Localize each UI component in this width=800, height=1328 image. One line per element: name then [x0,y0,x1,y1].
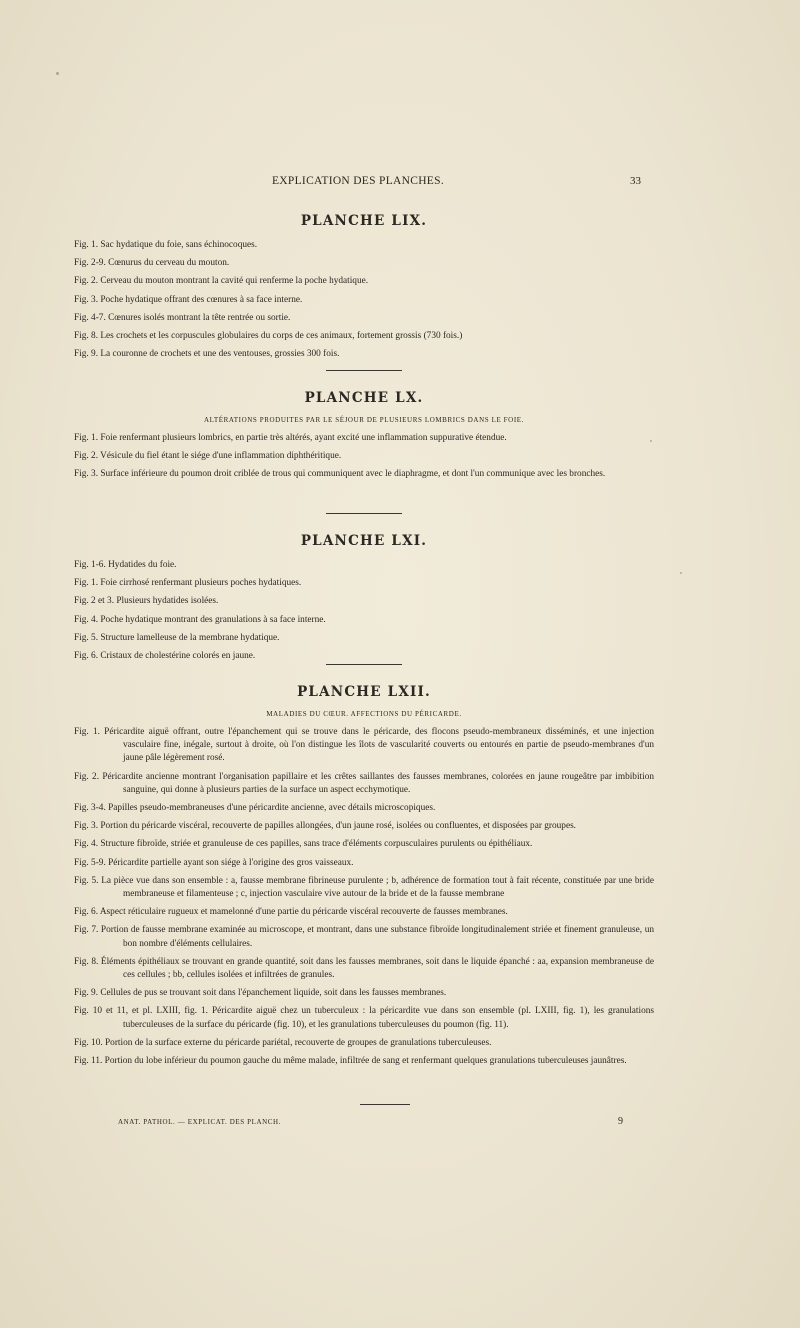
figure-caption: Fig. 4. Poche hydatique montrant des granulations à sa face interne. [74,614,326,625]
plate-lix [74,213,654,366]
figure-caption: Fig. 5. La pièce vue dans son ensemble : a, fausse membrane fibrineuse purulente ; b, adhérence de formation tout à fait récente, constituée par une bride membraneuse et filamenteuse ; c, injection vasculaire vive autour de la bride et de la fausse membrane [74,875,654,900]
figure-caption: Fig. 6. Cristaux de cholestérine colorés en jaune. [74,651,256,662]
plate-subtitle: MALADIES DU CŒUR. AFFECTIONS DU PÉRICARDE. [266,710,462,718]
running-header: EXPLICATION DES PLANCHES. [271,175,445,187]
plate-title: PLANCHE LIX. [300,213,428,229]
figure-caption: Fig. 1. Foie renfermant plusieurs lombrics, en partie très altérés, ayant excité une inflammation suppurative étendue. [74,433,507,443]
page-number: 33 [630,175,641,187]
section-divider [326,664,402,665]
figure-caption: Fig. 1-6. Hydatides du foie. [74,560,177,570]
figure-caption: Fig. 10. Portion de la surface externe du péricarde pariétal, recouverte de groupes de granulations tuberculeuses. [74,1037,492,1048]
figure-list [74,559,654,663]
figure-caption: Fig. 1. Sac hydatique du foie, sans échinocoques. [74,240,258,250]
figure-list [74,726,654,1068]
figure-caption: Fig. 3. Portion du péricarde viscéral, recouverte de papilles allongées, d'un jaune rosé, isolées ou confluentes, et disposées par groupes. [74,821,577,832]
end-divider [360,1104,410,1105]
footer-signature: ANAT. PATHOL. — EXPLICAT. DES PLANCH. [118,1118,282,1126]
plate-title: PLANCHE LX. [304,390,424,406]
figure-caption: Fig. 3. Poche hydatique offrant des cœnures à sa face interne. [74,294,303,305]
figure-caption: Fig. 9. Cellules de pus se trouvant soit dans l'épanchement liquide, soit dans les fausses membranes. [74,988,447,999]
figure-caption: Fig. 1. Foie cirrhosé renfermant plusieurs poches hydatiques. [74,578,302,589]
figure-caption: Fig. 8. Les crochets et les corpuscules globulaires du corps de ces animaux, fortement grossis (730 fois.) [74,331,463,342]
figure-caption: Fig. 11. Portion du lobe inférieur du poumon gauche du même malade, infiltrée de sang et renfermant quelques granulations tuberculeuses jaunâtres. [74,1056,627,1067]
plate-lxii [74,684,654,1073]
plate-lx [74,390,654,487]
figure-caption: Fig. 5. Structure lamelleuse de la membrane hydatique. [74,632,280,643]
plate-lxi [74,533,654,668]
figure-caption: Fig. 9. La couronne de crochets et une des ventouses, grossies 300 fois. [74,349,340,360]
figure-list [74,432,654,482]
figure-caption: Fig. 3-4. Papilles pseudo-membraneuses d'une péricardite ancienne, avec détails microscopiques. [74,803,436,814]
plate-title: PLANCHE LXI. [300,533,428,549]
figure-caption: Fig. 3. Surface inférieure du poumon droit criblée de trous qui communiquent avec le diaphragme, et dont l'un communique avec les bronches. [74,469,606,480]
plate-title: PLANCHE LXII. [297,684,431,700]
figure-caption: Fig. 6. Aspect réticulaire rugueux et mamelonné d'une partie du péricarde viscéral recouverte de fausses membranes. [74,907,508,918]
figure-caption: Fig. 4-7. Cœnures isolés montrant la tête rentrée ou sortie. [74,312,291,323]
section-divider [326,513,402,514]
figure-caption: Fig. 1. Péricardite aiguë offrant, outre l'épanchement qui se trouve dans le péricarde, des flocons pseudo-membraneux disséminés, et une injection vasculaire fine, inégale, surtout à droite, où l'on distingue les îlots de vascularité couverts ou entourés en partie de pseudo-membranes d'un jaune pâle légèrement rosé. [74,727,654,764]
figure-caption: Fig. 10 et 11, et pl. LXIII, fig. 1. Péricardite aiguë chez un tuberculeux : la péricardite vue dans son ensemble (pl. LXIII, fig. 1), les granulations tuberculeuses de la surface du péricarde (fig. 10), et les granulations tuberculeuses du poumon (fig. 11). [74,1006,654,1030]
paper-speck [680,572,682,574]
figure-list [74,239,654,361]
figure-caption: Fig. 2. Vésicule du fiel étant le siége d'une inflammation diphthéritique. [74,451,342,462]
figure-caption: Fig. 5-9. Péricardite partielle ayant son siége à l'origine des gros vaisseaux. [74,857,354,868]
paper-speck [56,72,59,75]
figure-caption: Fig. 7. Portion de fausse membrane examinée au microscope, et montrant, dans une substance fibroïde longitudinalement striée et finement granuleuse, un bon nombre d'éléments cellulaires. [74,925,654,949]
figure-caption: Fig. 2 et 3. Plusieurs hydatides isolées. [74,596,219,607]
section-divider [326,370,402,371]
figure-caption: Fig. 2. Péricardite ancienne montrant l'organisation papillaire et les crêtes saillantes des fausses membranes, colorées en jaune rougeâtre par imbibition sanguine, qui donne à plusieurs parties de la surface un aspect ecchymotique. [74,771,654,795]
figure-caption: Fig. 2. Cerveau du mouton montrant la cavité qui renferme la poche hydatique. [74,276,369,287]
plate-subtitle: ALTÉRATIONS PRODUITES PAR LE SÉJOUR DE PLUSIEURS LOMBRICS DANS LE FOIE. [204,416,524,424]
sheet-number: 9 [618,1116,623,1127]
paper-speck [650,440,652,442]
figure-caption: Fig. 2-9. Cœnurus du cerveau du mouton. [74,258,230,269]
figure-caption: Fig. 8. Éléments épithéliaux se trouvant en grande quantité, soit dans les fausses membranes, soit dans le liquide épanché : aa, expansion membraneuse de ces cellules ; bb, cellules isolées et infiltrées de granules. [74,956,654,981]
figure-caption: Fig. 4. Structure fibroïde, striée et granuleuse de ces papilles, sans trace d'éléments corpusculaires purulents ou épithéliaux. [74,839,533,850]
